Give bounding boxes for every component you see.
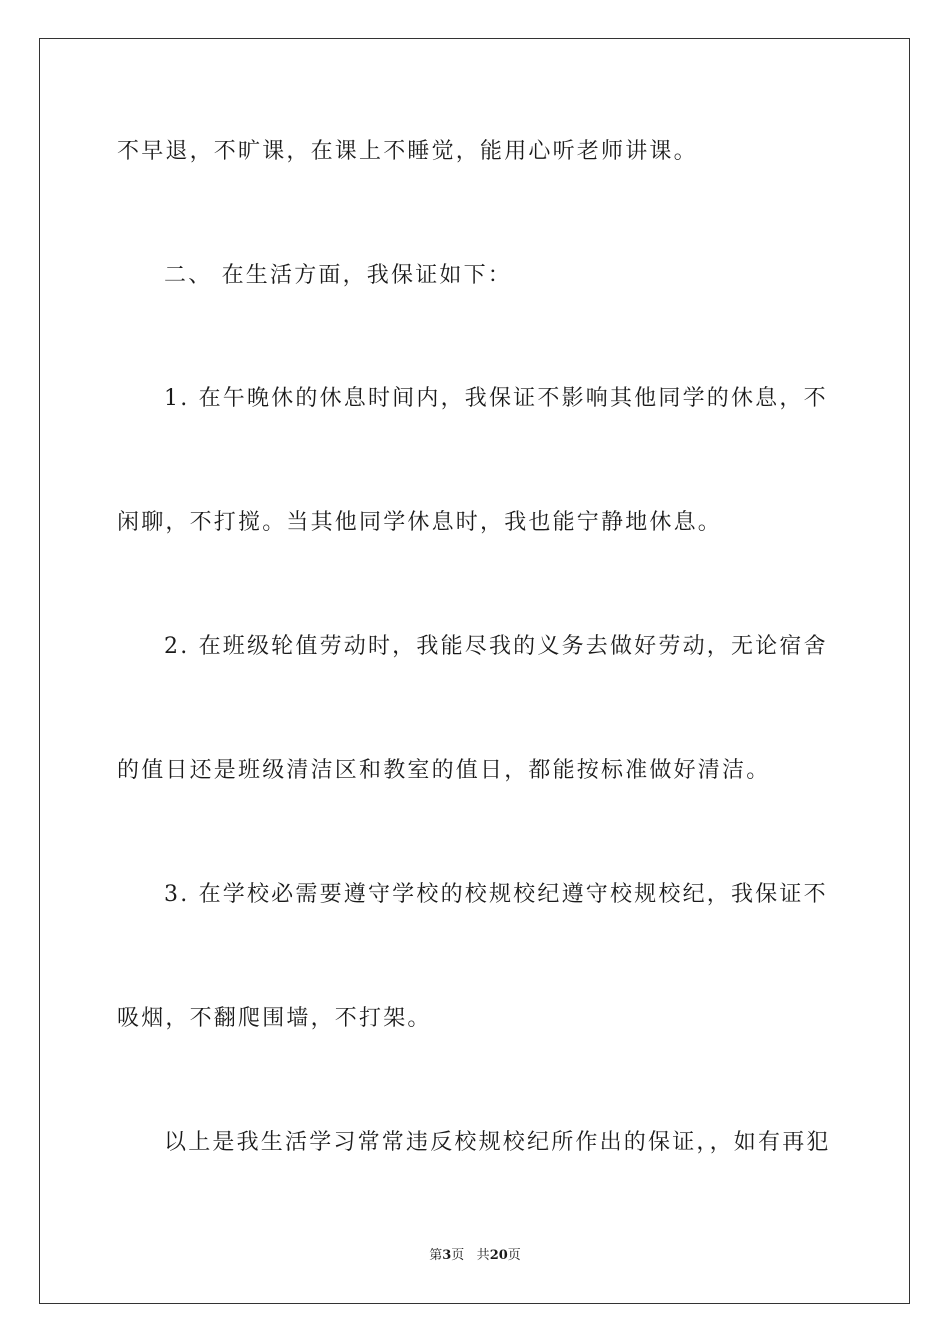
page-prefix: 第 (429, 1248, 443, 1263)
body-text-line: 闲聊，不打搅。当其他同学休息时，我也能宁静地休息。 (117, 510, 723, 535)
total-page-number: 20 (489, 1248, 508, 1263)
body-text-line: 不早退，不旷课，在课上不睡觉，能用心听老师讲课。 (117, 139, 698, 164)
body-text-line: 的值日还是班级清洁区和教室的值日，都能按标准做好清洁。 (117, 758, 771, 783)
body-text-line: 以上是我生活学习常常违反校规校纪所作出的保证，，如有再犯 (164, 1130, 831, 1155)
body-text-line: 2. 在班级轮值劳动时，我能尽我的义务去做好劳动，无论宿舍 (164, 634, 828, 659)
total-prefix: 共 (476, 1248, 490, 1263)
page-frame (39, 38, 910, 1304)
total-label: 页 (507, 1248, 521, 1263)
body-text-line: 1. 在午晚休的休息时间内，我保证不影响其他同学的休息，不 (164, 386, 828, 411)
section-heading: 二、 在生活方面，我保证如下： (164, 263, 512, 288)
current-page-number: 3 (442, 1248, 452, 1263)
body-text-line: 吸烟，不翻爬围墙，不打架。 (117, 1006, 432, 1031)
page-number-footer (0, 1247, 950, 1265)
body-text-line: 3. 在学校必需要遵守学校的校规校纪遵守校规校纪，我保证不 (164, 882, 828, 907)
page-label: 页 (451, 1248, 465, 1263)
